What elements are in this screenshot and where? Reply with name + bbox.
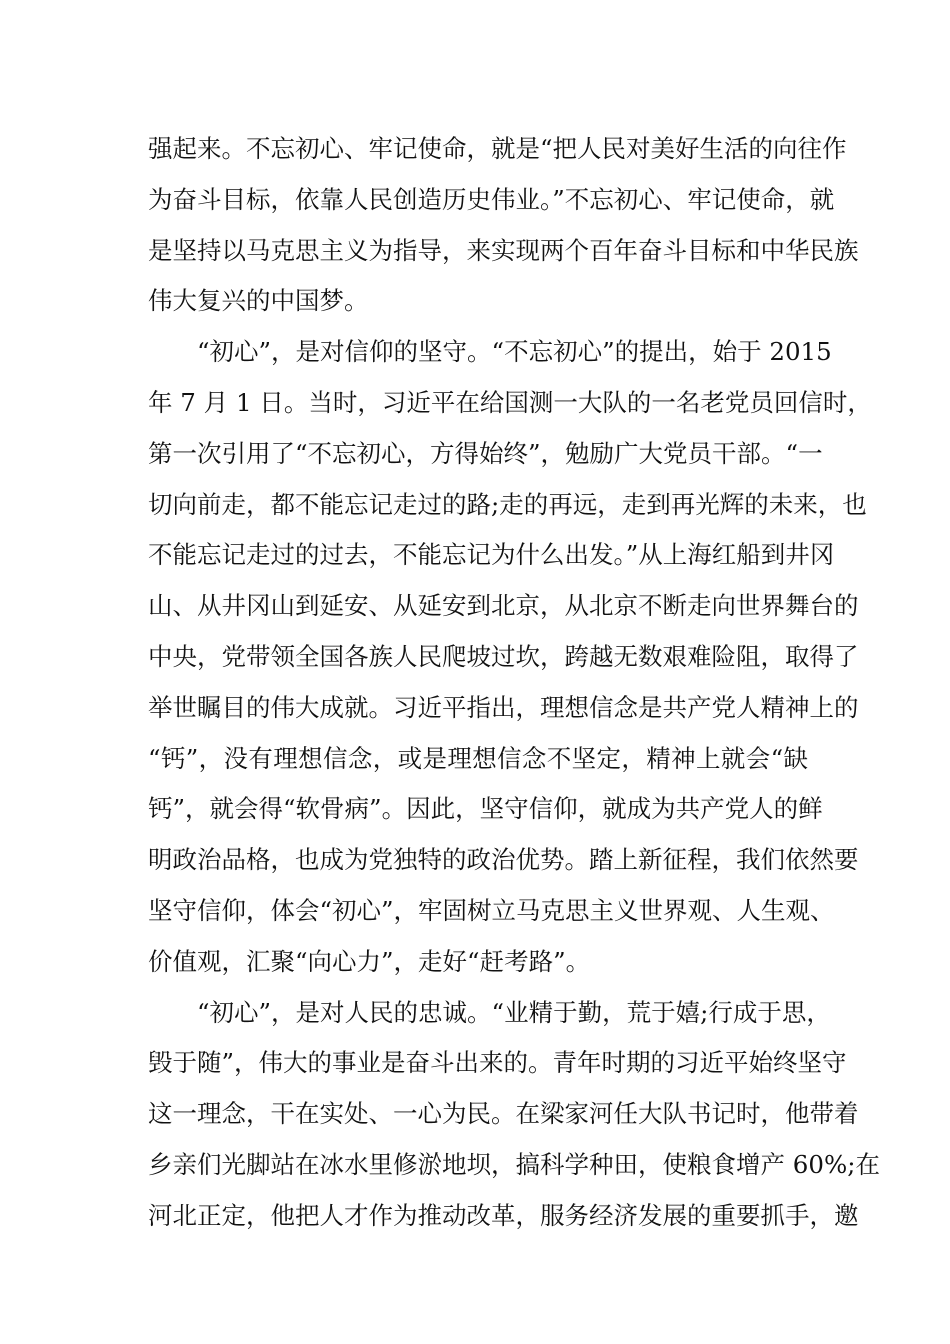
text-line: 毁于随”，伟大的事业是奋斗出来的。青年时期的习近平始终坚守 [148,1048,847,1078]
text-line: 年 7 月 1 日。当时，习近平在给国测一大队的一名老党员回信时， [148,387,872,417]
text-line: 价值观，汇聚“向心力”，走好“赶考路”。 [148,946,591,976]
text-line: “钙”，没有理想信念，或是理想信念不坚定，精神上就会“缺 [148,743,808,773]
text-line: 明政治品格，也成为党独特的政治优势。踏上新征程，我们依然要 [148,845,859,875]
text-line: 切向前走，都不能忘记走过的路;走的再远，走到再光辉的未来，也 [148,489,867,519]
text-line: 中央，党带领全国各族人民爬坡过坎，跨越无数艰难险阻，取得了 [148,641,859,671]
text-line: 为奋斗目标，依靠人民创造历史伟业。”不忘初心、牢记使命，就 [148,184,835,214]
text-line: 乡亲们光脚站在冰水里修淤地坝，搞科学种田，使粮食增产 60%;在 [148,1149,880,1179]
text-line: “初心”，是对信仰的坚守。“不忘初心”的提出，始于 2015 [197,337,832,367]
paragraph [148,988,880,1242]
text-line: 是坚持以马克思主义为指导，来实现两个百年奋斗目标和中华民族 [148,235,859,265]
text-line: 举世瞩目的伟大成就。习近平指出，理想信念是共产党人精神上的 [148,692,859,722]
text-line: 强起来。不忘初心、牢记使命，就是“把人民对美好生活的向往作 [148,134,847,163]
document-body [148,124,880,1242]
text-line: 伟大复兴的中国梦。 [148,286,369,316]
text-line: 第一次引用了“不忘初心，方得始终”，勉励广大党员干部。“一 [148,438,823,468]
text-line: 河北正定，他把人才作为推动改革，服务经济发展的重要抓手，邀 [148,1200,859,1230]
paragraph [148,327,872,987]
text-line: 钙”，就会得“软骨病”。因此，坚守信仰，就成为共产党人的鲜 [148,794,823,824]
text-line: 这一理念，干在实处、一心为民。在梁家河任大队书记时，他带着 [148,1099,859,1129]
text-line: 山、从井冈山到延安、从延安到北京，从北京不断走向世界舞台的 [148,591,859,621]
text-line: 不能忘记走过的过去，不能忘记为什么出发。”从上海红船到井冈 [148,540,835,570]
paragraph [148,124,859,327]
text-line: “初心”，是对人民的忠诚。“业精于勤，荒于嬉;行成于思， [197,997,831,1027]
text-line: 坚守信仰，体会“初心”，牢固树立马克思主义世界观、人生观、 [148,895,835,925]
